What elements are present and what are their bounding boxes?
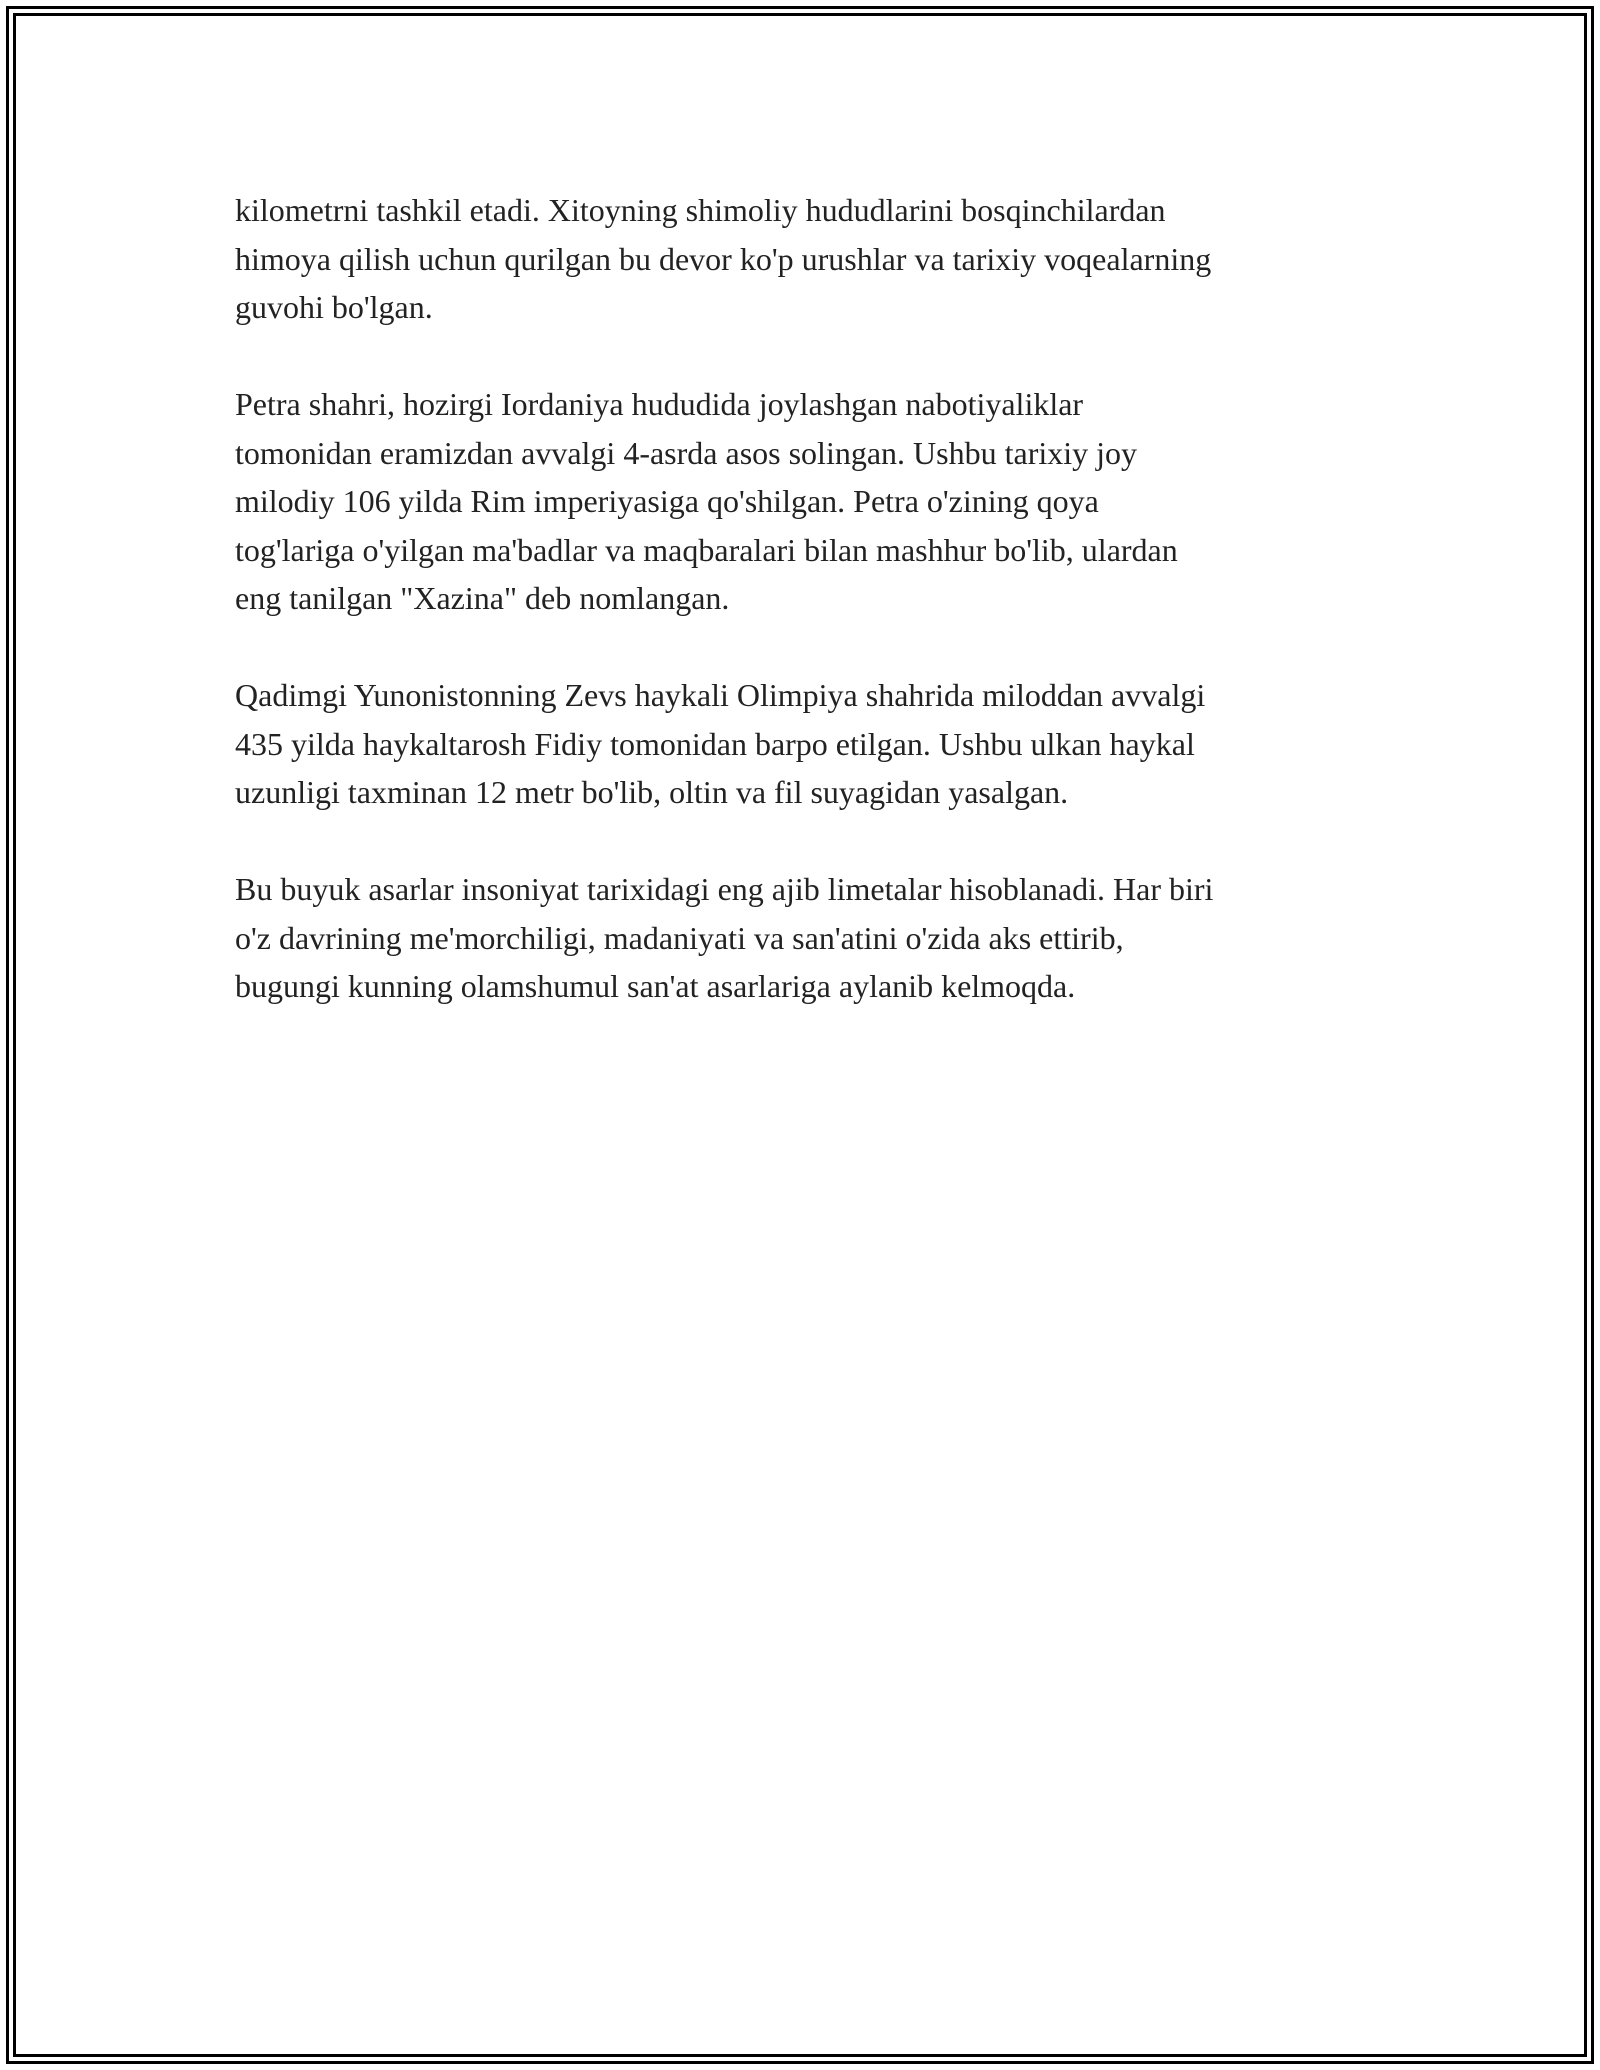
paragraph-great-wall: kilometrni tashkil etadi. Xitoyning shimoliy hududlarini bosqinchilardan himoya qilish uchun qurilgan bu devor ko'p urushlar va tarixiy voqealarning guvohi bo'lgan. (235, 192, 1212, 325)
paragraph-conclusion: Bu buyuk asarlar insoniyat tarixidagi eng ajib limetalar hisoblanadi. Har biri o'z davrining me'morchiligi, madaniyati va san'atini o'zida aks ettirib, bugungi kunning olamshumul san'at asarlariga aylanib kelmoqda. (235, 871, 1214, 1004)
paragraph-petra: Petra shahri, hozirgi Iordaniya hududida joylashgan nabotiyaliklar tomonidan eramizdan avvalgi 4-asrda asos solingan. Ushbu tarixiy joy milodiy 106 yilda Rim imperiyasiga qo'shilgan. Petra o'zining qoya tog'lariga o'yilgan ma'badlar va maqbaralari bilan mashhur bo'lib, ulardan eng tanilgan "Xazina" deb nomlangan. (235, 386, 1178, 616)
document-body (235, 186, 1365, 1059)
paragraph-zeus-statue: Qadimgi Yunonistonning Zevs haykali Olimpiya shahrida miloddan avvalgi 435 yilda haykaltarosh Fidiy tomonidan barpo etilgan. Ushbu ulkan haykal uzunligi taxminan 12 metr bo'lib, oltin va fil suyagidan yasalgan. (235, 677, 1206, 810)
